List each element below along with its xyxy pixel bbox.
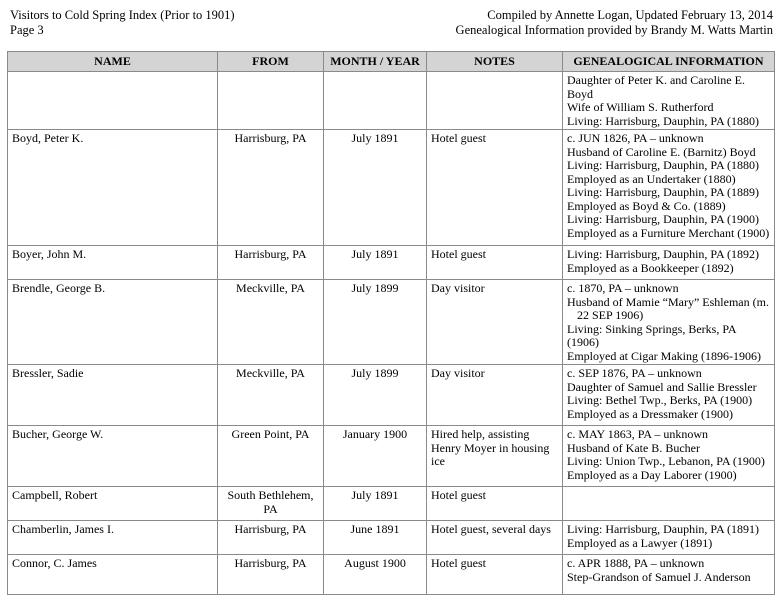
cell-name: Boyd, Peter K. <box>8 130 218 246</box>
cell-notes: Hotel guest, several days <box>427 521 563 555</box>
cell-month-year: July 1891 <box>324 246 427 280</box>
cell-name: Bressler, Sadie <box>8 365 218 426</box>
document-title: Visitors to Cold Spring Index (Prior to 1901) <box>10 8 235 22</box>
cell-from: Harrisburg, PA <box>218 521 324 555</box>
cell-name: Brendle, George B. <box>8 280 218 365</box>
header-left <box>10 8 235 38</box>
cell-notes: Day visitor <box>427 365 563 426</box>
info-line: Living: Harrisburg, Dauphin, PA (1892) <box>567 247 759 261</box>
col-header-from: FROM <box>218 52 324 72</box>
cell-genealogical-info <box>563 365 775 426</box>
info-line: Husband of Caroline E. (Barnitz) Boyd <box>567 144 756 159</box>
info-line: c. 1870, PA – unknown <box>567 281 679 295</box>
cell-month-year: June 1891 <box>324 521 427 555</box>
cell-name <box>8 72 218 130</box>
cell-name: Chamberlin, James I. <box>8 521 218 555</box>
cell-month-year: July 1899 <box>324 280 427 365</box>
info-line: Husband of Kate B. Bucher <box>567 440 700 455</box>
cell-from: South Bethlehem, PA <box>218 487 324 521</box>
info-line: Husband of Mamie “Mary” Eshleman (m. <box>567 294 769 309</box>
cell-from: Green Point, PA <box>218 426 324 487</box>
cell-from: Harrisburg, PA <box>218 555 324 595</box>
cell-notes <box>427 72 563 130</box>
info-line: c. JUN 1826, PA – unknown <box>567 131 704 145</box>
info-line: c. SEP 1876, PA – unknown <box>567 366 702 380</box>
table-row <box>8 426 775 487</box>
info-line: Living: Harrisburg, Dauphin, PA (1880) <box>567 113 759 128</box>
cell-from <box>218 72 324 130</box>
cell-month-year: August 1900 <box>324 555 427 595</box>
info-line: Employed as a Furniture Merchant (1900) <box>567 225 770 240</box>
compiled-by: Compiled by Annette Logan, Updated February 13, 2014 <box>487 8 773 22</box>
cell-from: Harrisburg, PA <box>218 130 324 246</box>
cell-genealogical-info <box>563 426 775 487</box>
cell-notes: Day visitor <box>427 280 563 365</box>
cell-notes: Hotel guest <box>427 487 563 521</box>
cell-genealogical-info <box>563 521 775 555</box>
cell-from: Harrisburg, PA <box>218 246 324 280</box>
info-line: Daughter of Samuel and Sallie Bressler <box>567 379 757 394</box>
cell-name: Boyer, John M. <box>8 246 218 280</box>
header-right <box>456 8 773 38</box>
info-line: Living: Union Twp., Lebanon, PA (1900) <box>567 454 765 468</box>
info-line: Employed as Boyd & Co. (1889) <box>567 198 726 213</box>
col-header-month-year: MONTH / YEAR <box>324 52 427 72</box>
info-line: Living: Harrisburg, Dauphin, PA (1880) <box>567 158 759 172</box>
info-line: Step-Grandson of Samuel J. Anderson <box>567 569 751 584</box>
col-header-name: NAME <box>8 52 218 72</box>
table-row <box>8 487 775 521</box>
table-row <box>8 72 775 130</box>
info-line: Living: Harrisburg, Dauphin, PA (1891) <box>567 522 759 536</box>
info-line: Daughter of Peter K. and Caroline E. Boyd <box>567 73 745 101</box>
table-row <box>8 365 775 426</box>
cell-from: Meckville, PA <box>218 365 324 426</box>
cell-month-year: January 1900 <box>324 426 427 487</box>
cell-month-year: July 1899 <box>324 365 427 426</box>
info-line: Employed as an Undertaker (1880) <box>567 171 736 186</box>
cell-month-year: July 1891 <box>324 130 427 246</box>
cell-name: Connor, C. James <box>8 555 218 595</box>
page-header <box>10 8 773 42</box>
cell-month-year <box>324 72 427 130</box>
cell-notes: Hotel guest <box>427 246 563 280</box>
table-row <box>8 130 775 246</box>
info-line: Employed as a Bookkeeper (1892) <box>567 260 734 275</box>
info-line: 22 SEP 1906) <box>577 308 644 322</box>
cell-genealogical-info <box>563 555 775 595</box>
info-line: Employed as a Lawyer (1891) <box>567 535 713 550</box>
info-line: Living: Harrisburg, Dauphin, PA (1900) <box>567 212 759 226</box>
cell-genealogical-info <box>563 246 775 280</box>
cell-genealogical-info <box>563 130 775 246</box>
cell-notes: Hired help, assisting Henry Moyer in housing ice <box>427 426 563 487</box>
cell-genealogical-info <box>563 72 775 130</box>
cell-name: Campbell, Robert <box>8 487 218 521</box>
info-provided-by: Genealogical Information provided by Brandy M. Watts Martin <box>455 23 773 37</box>
cell-genealogical-info <box>563 280 775 365</box>
col-header-genealogical-info: GENEALOGICAL INFORMATION <box>563 52 775 72</box>
page-number: Page 3 <box>10 23 44 37</box>
cell-notes: Hotel guest <box>427 555 563 595</box>
info-line: Employed as a Day Laborer (1900) <box>567 467 737 482</box>
col-header-notes: NOTES <box>427 52 563 72</box>
info-line: c. APR 1888, PA – unknown <box>567 556 705 570</box>
table-row <box>8 555 775 595</box>
info-line: Employed at Cigar Making (1896-1906) <box>567 348 761 363</box>
table-row <box>8 521 775 555</box>
cell-from: Meckville, PA <box>218 280 324 365</box>
info-line: Wife of William S. Rutherford <box>567 100 714 114</box>
visitors-table <box>7 51 775 595</box>
info-line: Living: Harrisburg, Dauphin, PA (1889) <box>567 185 759 199</box>
table-header-row <box>8 52 775 72</box>
info-line: Living: Sinking Springs, Berks, PA (1906) <box>567 321 736 349</box>
cell-month-year: July 1891 <box>324 487 427 521</box>
info-line: c. MAY 1863, PA – unknown <box>567 427 709 441</box>
info-line: Living: Bethel Twp., Berks, PA (1900) <box>567 393 753 407</box>
info-line: Employed as a Dressmaker (1900) <box>567 406 733 421</box>
cell-name: Bucher, George W. <box>8 426 218 487</box>
table-row <box>8 280 775 365</box>
cell-notes: Hotel guest <box>427 130 563 246</box>
table-row <box>8 246 775 280</box>
cell-genealogical-info <box>563 487 775 521</box>
